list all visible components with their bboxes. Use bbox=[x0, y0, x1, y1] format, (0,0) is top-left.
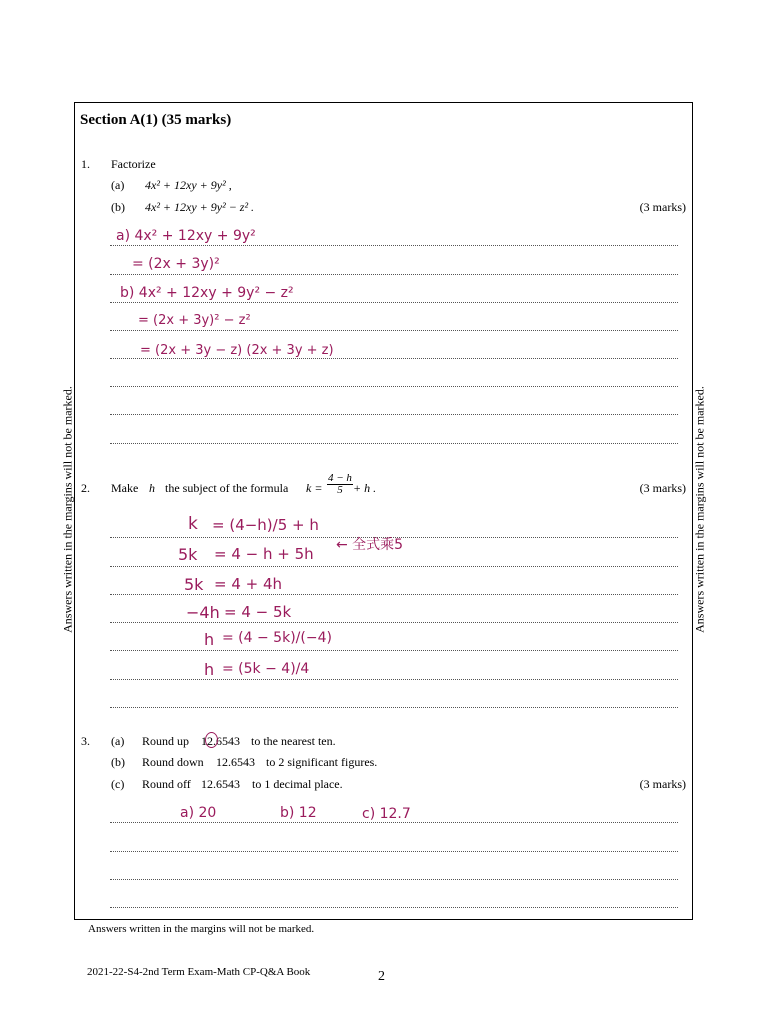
q1a-expression: 4x² + 12xy + 9y² , bbox=[145, 178, 232, 192]
q2-fraction-numerator: 4 − h bbox=[328, 472, 352, 484]
q3b-text-pre: Round down bbox=[142, 755, 204, 769]
q2-step-2-rhs: = 4 − h + 5h bbox=[214, 545, 314, 563]
answer-line bbox=[110, 679, 678, 680]
q3b-text-post: to 2 significant figures. bbox=[266, 755, 378, 769]
q3a-label: (a) bbox=[111, 734, 125, 748]
q3c-label: (c) bbox=[111, 777, 125, 791]
q1-answer-line-2: = (2x + 3y)² bbox=[132, 256, 220, 272]
q1-answer-line-1: a) 4x² + 12xy + 9y² bbox=[116, 228, 256, 244]
q3b-label: (b) bbox=[111, 755, 125, 769]
answer-line bbox=[110, 566, 678, 567]
q2-prompt-mid: the subject of the formula bbox=[165, 481, 289, 495]
q3-answer-c: c) 12.7 bbox=[362, 806, 411, 822]
q2-number: 2. bbox=[81, 481, 90, 495]
answer-line bbox=[110, 707, 678, 708]
answer-line bbox=[110, 302, 678, 303]
q1-number: 1. bbox=[81, 157, 90, 171]
q3c-text-pre: Round off bbox=[142, 777, 191, 791]
q1-answer-line-5: = (2x + 3y − z) (2x + 3y + z) bbox=[140, 343, 334, 358]
q1b-expression: 4x² + 12xy + 9y² − z² . bbox=[145, 200, 255, 214]
answer-line bbox=[110, 622, 678, 623]
answer-line bbox=[110, 245, 678, 246]
q2-step-3-lhs: 5k bbox=[184, 575, 204, 594]
q2-marks: (3 marks) bbox=[639, 481, 686, 495]
answer-line bbox=[110, 386, 678, 387]
q3b-number: 12.6543 bbox=[216, 755, 255, 769]
q1b-label: (b) bbox=[111, 200, 125, 214]
q2-step-5-rhs: = (4 − 5k)/(−4) bbox=[222, 630, 332, 646]
q2-step-4-rhs: = 4 − 5k bbox=[224, 603, 292, 621]
q1-answer-line-3: b) 4x² + 12xy + 9y² − z² bbox=[120, 285, 294, 301]
q2-step-1-lhs: k bbox=[188, 514, 198, 534]
q3a-text-post: to the nearest ten. bbox=[251, 734, 336, 748]
q1-prompt: Factorize bbox=[111, 157, 156, 171]
q3-number: 3. bbox=[81, 734, 90, 748]
q2-formula-lhs: k = bbox=[306, 481, 323, 495]
q2-step-4-lhs: −4h bbox=[186, 603, 220, 622]
q2-step-2-lhs: 5k bbox=[178, 545, 198, 564]
right-margin-note: Answers written in the margins will not be marked. bbox=[692, 386, 707, 633]
answer-line bbox=[110, 274, 678, 275]
q3-marks: (3 marks) bbox=[639, 777, 686, 791]
q3a-text-pre: Round up bbox=[142, 734, 190, 748]
answer-line bbox=[110, 443, 678, 444]
q2-step-1-rhs: = (4−h)/5 + h bbox=[212, 516, 319, 534]
q2-prompt-pre: Make bbox=[111, 481, 139, 495]
section-title: Section A(1) (35 marks) bbox=[80, 112, 232, 128]
q3a-number: 12.6543 bbox=[201, 734, 240, 748]
answer-line bbox=[110, 650, 678, 651]
answer-line bbox=[110, 822, 678, 823]
answer-line bbox=[110, 330, 678, 331]
book-title: 2021-22-S4-2nd Term Exam-Math CP-Q&A Book bbox=[87, 966, 311, 978]
q2-fraction-denominator: 5 bbox=[337, 484, 343, 496]
answer-line bbox=[110, 851, 678, 852]
answer-frame bbox=[74, 102, 693, 920]
q1-marks: (3 marks) bbox=[639, 200, 686, 214]
answer-line bbox=[110, 414, 678, 415]
page-number: 2 bbox=[378, 969, 385, 984]
q2-step-5-lhs: h bbox=[204, 630, 215, 649]
left-margin-note: Answers written in the margins will not be marked. bbox=[60, 386, 75, 633]
q3-answer-a: a) 20 bbox=[180, 805, 217, 821]
q2-formula-rhs: + h . bbox=[353, 481, 377, 495]
q2-step-3-rhs: = 4 + 4h bbox=[214, 575, 283, 593]
bottom-margin-note: Answers written in the margins will not be marked. bbox=[88, 923, 315, 935]
answer-line bbox=[110, 594, 678, 595]
q1-answer-line-4: = (2x + 3y)² − z² bbox=[138, 313, 251, 328]
q2-fraction bbox=[327, 473, 353, 496]
q3-answer-b: b) 12 bbox=[280, 805, 317, 821]
answer-line bbox=[110, 907, 678, 908]
q2-variable: h bbox=[149, 481, 155, 495]
answer-line bbox=[110, 358, 678, 359]
q2-side-note: ← 全式乘5 bbox=[336, 537, 404, 553]
q2-step-6-rhs: = (5k − 4)/4 bbox=[222, 661, 310, 677]
circle-annotation bbox=[205, 732, 218, 748]
q1a-label: (a) bbox=[111, 178, 125, 192]
answer-line bbox=[110, 879, 678, 880]
q3c-number: 12.6543 bbox=[201, 777, 240, 791]
q2-step-6-lhs: h bbox=[204, 660, 215, 679]
q3c-text-post: to 1 decimal place. bbox=[252, 777, 343, 791]
